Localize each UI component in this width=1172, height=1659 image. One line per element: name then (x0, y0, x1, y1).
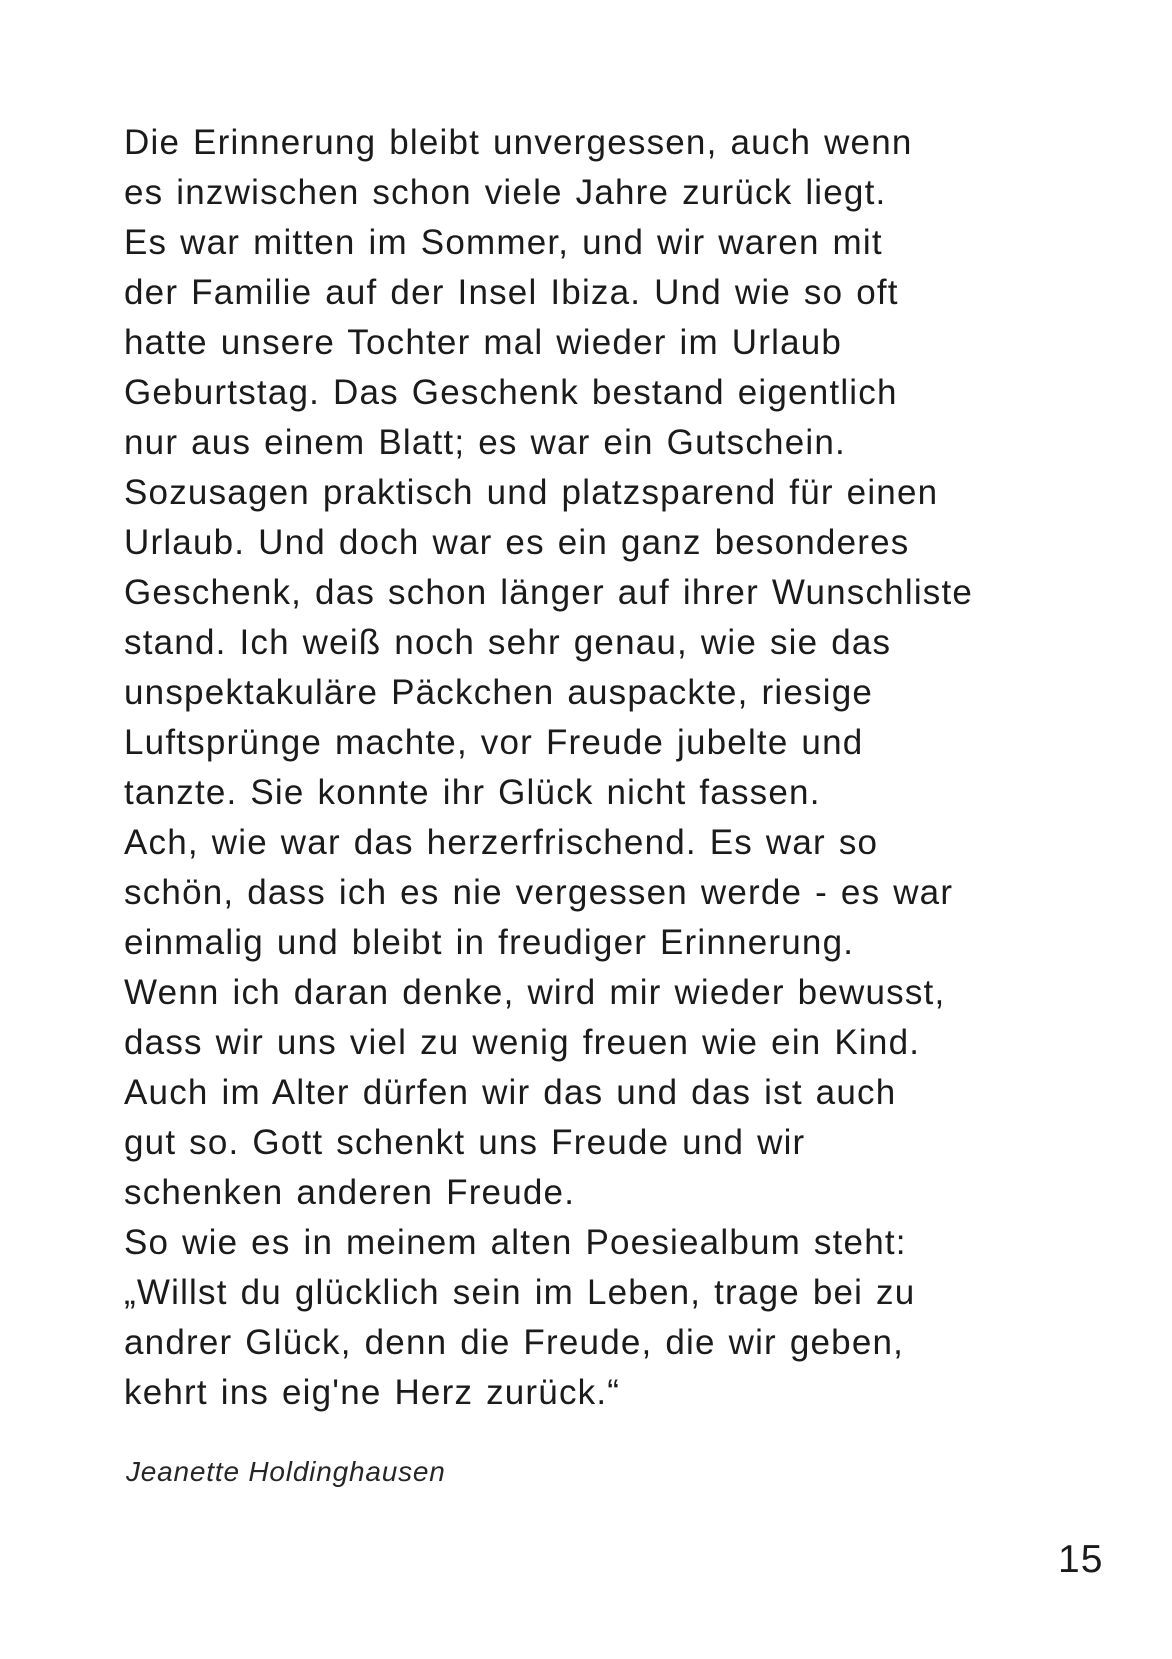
page-number: 15 (1058, 1538, 1104, 1581)
text-line: Geburtstag. Das Geschenk bestand eigentlich (124, 373, 898, 412)
text-line: einmalig und bleibt in freudiger Erinnerung. (124, 923, 855, 962)
text-line: dass wir uns viel zu wenig freuen wie ein Kind. (124, 1023, 921, 1062)
text-line: der Familie auf der Insel Ibiza. Und wie so oft (124, 273, 899, 312)
text-line: nur aus einem Blatt; es war ein Gutschein. (124, 423, 846, 462)
author-attribution: Jeanette Holdinghausen (126, 1456, 446, 1487)
text-line: Wenn ich daran denke, wird mir wieder bewusst, (124, 973, 946, 1012)
text-line: kehrt ins eig'ne Herz zurück.“ (124, 1373, 621, 1412)
text-line: Ach, wie war das herzerfrischend. Es war so (124, 823, 879, 862)
text-line: Auch im Alter dürfen wir das und das ist auch (124, 1073, 897, 1112)
text-line: hatte unsere Tochter mal wieder im Urlaub (124, 323, 843, 362)
text-line: So wie es in meinem alten Poesiealbum steht: (124, 1223, 907, 1262)
text-line: gut so. Gott schenkt uns Freude und wir (124, 1123, 806, 1162)
text-line: Urlaub. Und doch war es ein ganz besonderes (124, 523, 910, 562)
text-line: Geschenk, das schon länger auf ihrer Wunschliste (124, 573, 974, 612)
text-line: Luftsprünge machte, vor Freude jubelte und (124, 723, 864, 762)
text-line: Sozusagen praktisch und platzsparend für einen (124, 473, 939, 512)
text-line: Es war mitten im Sommer, und wir waren mit (124, 223, 883, 262)
text-line: es inzwischen schon viele Jahre zurück liegt. (124, 173, 887, 212)
text-line: tanzte. Sie konnte ihr Glück nicht fassen. (124, 773, 821, 812)
text-line: unspektakuläre Päckchen auspackte, riesige (124, 673, 874, 712)
text-line: „Willst du glücklich sein im Leben, trage bei zu (124, 1273, 916, 1312)
body-paragraph (124, 118, 1044, 1418)
text-line: schön, dass ich es nie vergessen werde - es war (124, 873, 954, 912)
text-line: andrer Glück, denn die Freude, die wir geben, (124, 1323, 905, 1362)
text-line: stand. Ich weiß noch sehr genau, wie sie das (124, 623, 892, 662)
text-line: schenken anderen Freude. (124, 1173, 576, 1212)
text-line: Die Erinnerung bleibt unvergessen, auch wenn (124, 123, 913, 162)
